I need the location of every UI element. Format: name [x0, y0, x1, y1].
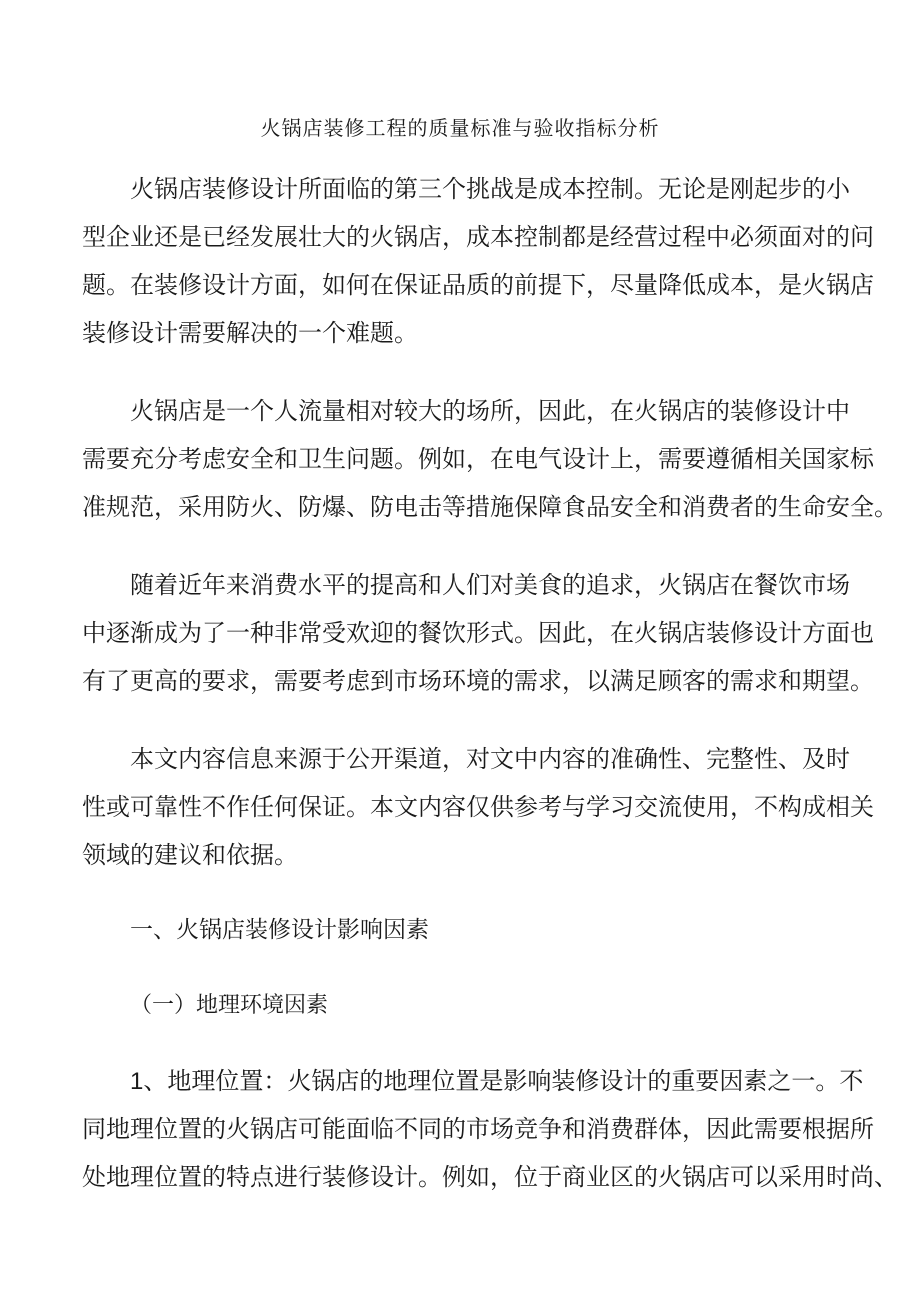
paragraph-5-line-1	[130, 1064, 863, 1098]
paragraph-5-line-1-text: 、地理位置：火锅店的地理位置是影响装修设计的重要因素之一。不	[143, 1067, 864, 1095]
paragraph-2-line-1: 火锅店是一个人流量相对较大的场所，因此，在火锅店的装修设计中	[130, 397, 850, 425]
paragraph-1-line-3: 题。在装修设计方面，如何在保证品质的前提下，尽量降低成本，是火锅店	[82, 271, 874, 299]
paragraph-2-line-3: 准规范，采用防火、防爆、防电击等措施保障食品安全和消费者的生命安全。	[82, 493, 898, 521]
section-heading: 一、火锅店装修设计影响因素	[130, 917, 429, 943]
paragraph-3-line-3: 有了更高的要求，需要考虑到市场环境的需求，以满足顾客的需求和期望。	[82, 667, 874, 695]
paragraph-3-line-1: 随着近年来消费水平的提高和人们对美食的追求，火锅店在餐饮市场	[130, 571, 850, 599]
paragraph-1-line-4: 装修设计需要解决的一个难题。	[82, 319, 418, 347]
subsection-heading: （一）地理环境因素	[130, 993, 329, 1018]
paragraph-1-line-1: 火锅店装修设计所面临的第三个挑战是成本控制。无论是刚起步的小	[130, 175, 850, 203]
paragraph-5-line-2: 同地理位置的火锅店可能面临不同的市场竞争和消费群体，因此需要根据所	[82, 1115, 874, 1143]
paragraph-4-line-1: 本文内容信息来源于公开渠道，对文中内容的准确性、完整性、及时	[130, 745, 850, 773]
paragraph-4-line-3: 领域的建议和依据。	[82, 841, 298, 869]
paragraph-3-line-2: 中逐渐成为了一种非常受欢迎的餐饮形式。因此，在火锅店装修设计方面也	[82, 619, 874, 647]
paragraph-5-line-3: 处地理位置的特点进行装修设计。例如，位于商业区的火锅店可以采用时尚、	[82, 1163, 898, 1191]
paragraph-4-line-2: 性或可靠性不作任何保证。本文内容仅供参考与学习交流使用，不构成相关	[82, 793, 874, 821]
paragraph-2-line-2: 需要充分考虑安全和卫生问题。例如，在电气设计上，需要遵循相关国家标	[82, 445, 874, 473]
paragraph-1-line-2: 型企业还是已经发展壮大的火锅店，成本控制都是经营过程中必须面对的问	[82, 223, 874, 251]
document-title: 火锅店装修工程的质量标准与验收指标分析	[260, 116, 660, 140]
list-number: 1	[130, 1068, 144, 1095]
